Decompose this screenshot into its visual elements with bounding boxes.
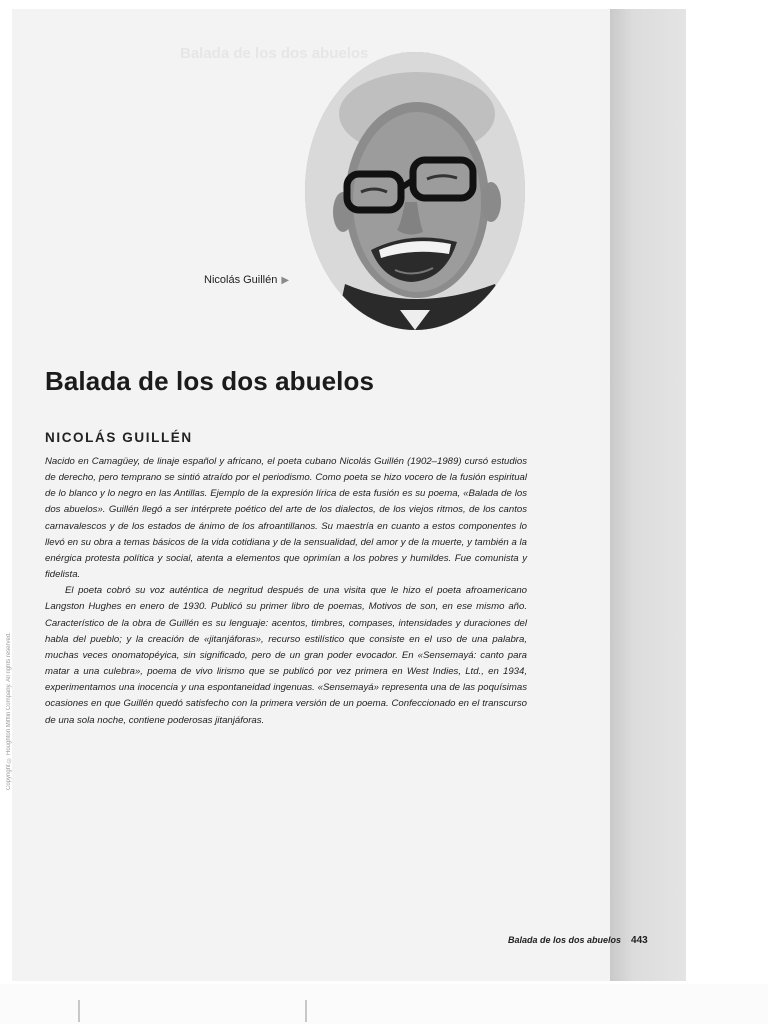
poem-title: Balada de los dos abuelos	[45, 366, 375, 396]
portrait-caption	[204, 274, 289, 286]
scan-mark	[78, 1000, 80, 1022]
author-portrait	[305, 52, 525, 330]
running-footer-title: Balada de los dos abuelos	[508, 935, 622, 945]
page-footer	[508, 935, 648, 946]
portrait-photo	[305, 52, 525, 330]
author-name: NICOLÁS GUILLÉN	[45, 430, 193, 445]
spine-copyright: Copyright © Houghton Mifflin Company. All rights reserved.	[6, 632, 12, 790]
triangle-right-icon: ▶	[281, 274, 290, 286]
caption-text: Nicolás Guillén	[204, 274, 278, 286]
scan-bottom-strip	[0, 984, 768, 1024]
bio-paragraph-2: El poeta cobró su voz auténtica de negritud después de una visita que le hizo el poeta afroamericano Langston Hughes en enero de 1930. Publicó su primer libro de poemas, Motivos de son, en ese mismo año. Característico de la obra de Guillén es su lenguaje: acentos, timbres, compases, intensidades y duraciones del habla del pueblo; y la creación de «jitanjáforas», recurso estilístico que consiste en el uso de una palabra, muchas veces onomatopéyica, sin significado, pero de un gran poder evocador. En «Sensemayá: canto para matar a una culebra», poema de vivo lirismo que se publicó por vez primera en West Indies, Ltd., en 1934, experimentamos una inocencia y una espontaneidad ingenuas. «Sensemayá» representa una de las poquísimas ocasiones en que Guillén quedó satisfecho con la primera versión de un poema. Confeccionado en el transcurso de una sola noche, contiene poderosas jitanjáforas.	[45, 585, 527, 726]
bio-paragraph-1: Nacido en Camagüey, de linaje español y africano, el poeta cubano Nicolás Guillén (1902–1989) cursó estudios de derecho, pero temprano se sintió atraído por el periodismo. Como poeta se hizo vocero de la fusión espiritual de lo blanco y lo negro en las Antillas. Ejemplo de la expresión lírica de esta fusión es su poema, «Balada de los dos abuelos». Guillén llegó a ser intérprete poético del arte de los dialectos, de los viejos ritmos, de los cantos carnavalescos y de los estados de ánimo de los afroantillanos. Su maestría en cuanto a estos componentes lo llevó en su obra a temas básicos de la vida cotidiana y de la sensualidad, del amor y de la muerte, y también a la enérgica protesta política y social, atenta a elementos que oprimían a los pobres y humildes. Fue comunista y fidelista.	[45, 456, 527, 581]
facing-page-shadow	[610, 9, 686, 981]
bleed-through-title: Balada de los dos abuelos	[180, 45, 369, 62]
author-biography	[45, 454, 527, 729]
page-number: 443	[631, 935, 648, 946]
scan-mark	[305, 1000, 307, 1022]
